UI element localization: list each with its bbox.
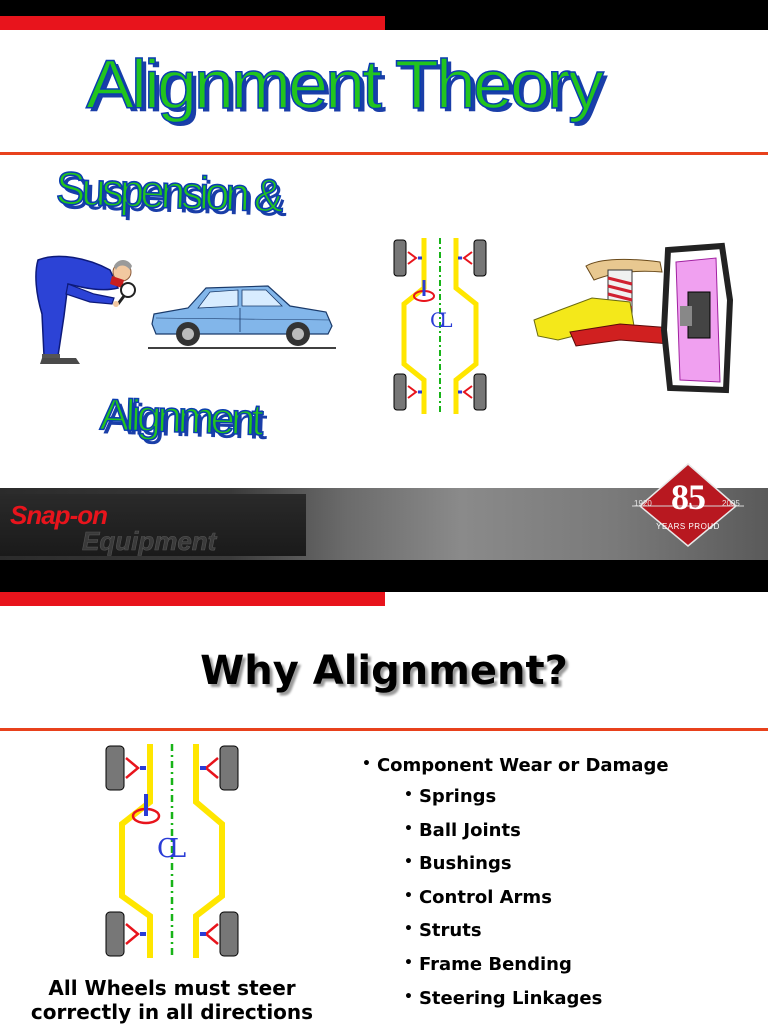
top-bar-black-full-2 <box>0 560 768 592</box>
caption-line-2: correctly in all directions <box>30 1000 314 1024</box>
bullet-main: • Component Wear or Damage <box>362 755 669 776</box>
sub-bullet: • Struts <box>404 920 482 942</box>
slide-2 <box>0 560 768 1024</box>
sub-bullet: • Control Arms <box>404 886 552 908</box>
centerline-label-2: CL <box>157 834 179 864</box>
anniversary-badge <box>632 462 744 548</box>
sub-bullet-text: Ball Joints <box>418 819 521 841</box>
top-bar-red-2 <box>0 592 385 606</box>
badge-year-start: 1920 <box>634 499 652 508</box>
sub-bullet-text: Frame Bending <box>418 953 572 975</box>
title-rule-2 <box>0 728 768 731</box>
sub-bullet: • Frame Bending <box>404 953 572 975</box>
slide-title: Alignment Theory <box>86 47 601 123</box>
sub-bullet-text: Control Arms <box>418 886 552 908</box>
top-bar-black <box>385 0 768 30</box>
diagram-caption <box>22 976 322 1024</box>
badge-number: 85 <box>671 477 705 517</box>
sub-bullet: • Bushings <box>404 853 512 875</box>
car-illustration <box>148 278 336 352</box>
sub-bullet: • Springs <box>404 786 497 807</box>
bullet-main-text: Component Wear or Damage <box>376 755 669 776</box>
bullet-list <box>362 755 669 1021</box>
top-bar-red-stripe <box>0 16 385 30</box>
sub-bullet-text: Struts <box>418 920 482 942</box>
sub-bullet-text: Steering Linkages <box>418 987 603 1009</box>
sub-bullet: • Steering Linkages <box>404 987 603 1009</box>
brand-logo-snapon: Snap-on <box>10 500 107 530</box>
suspension-assembly-illustration <box>530 240 734 396</box>
title-rule <box>0 152 768 155</box>
sub-bullet-text: Bushings <box>418 853 512 875</box>
wordart-suspension: Suspension & <box>55 162 281 223</box>
caption-line-1: All Wheels must steer <box>48 976 296 1000</box>
wordart-alignment: Alignment <box>99 390 261 445</box>
sub-bullet-text: Springs <box>418 786 497 807</box>
top-bar <box>0 0 768 30</box>
mechanic-illustration <box>28 244 140 368</box>
badge-year-end: 2005 <box>722 499 740 508</box>
brand-logo-equipment: Equipment <box>82 526 217 556</box>
sub-bullet: • Ball Joints <box>404 819 521 841</box>
badge-tagline: YEARS PROUD <box>656 522 720 531</box>
slide-title-2: Why Alignment? <box>200 648 568 694</box>
centerline-label: CL <box>430 308 447 332</box>
